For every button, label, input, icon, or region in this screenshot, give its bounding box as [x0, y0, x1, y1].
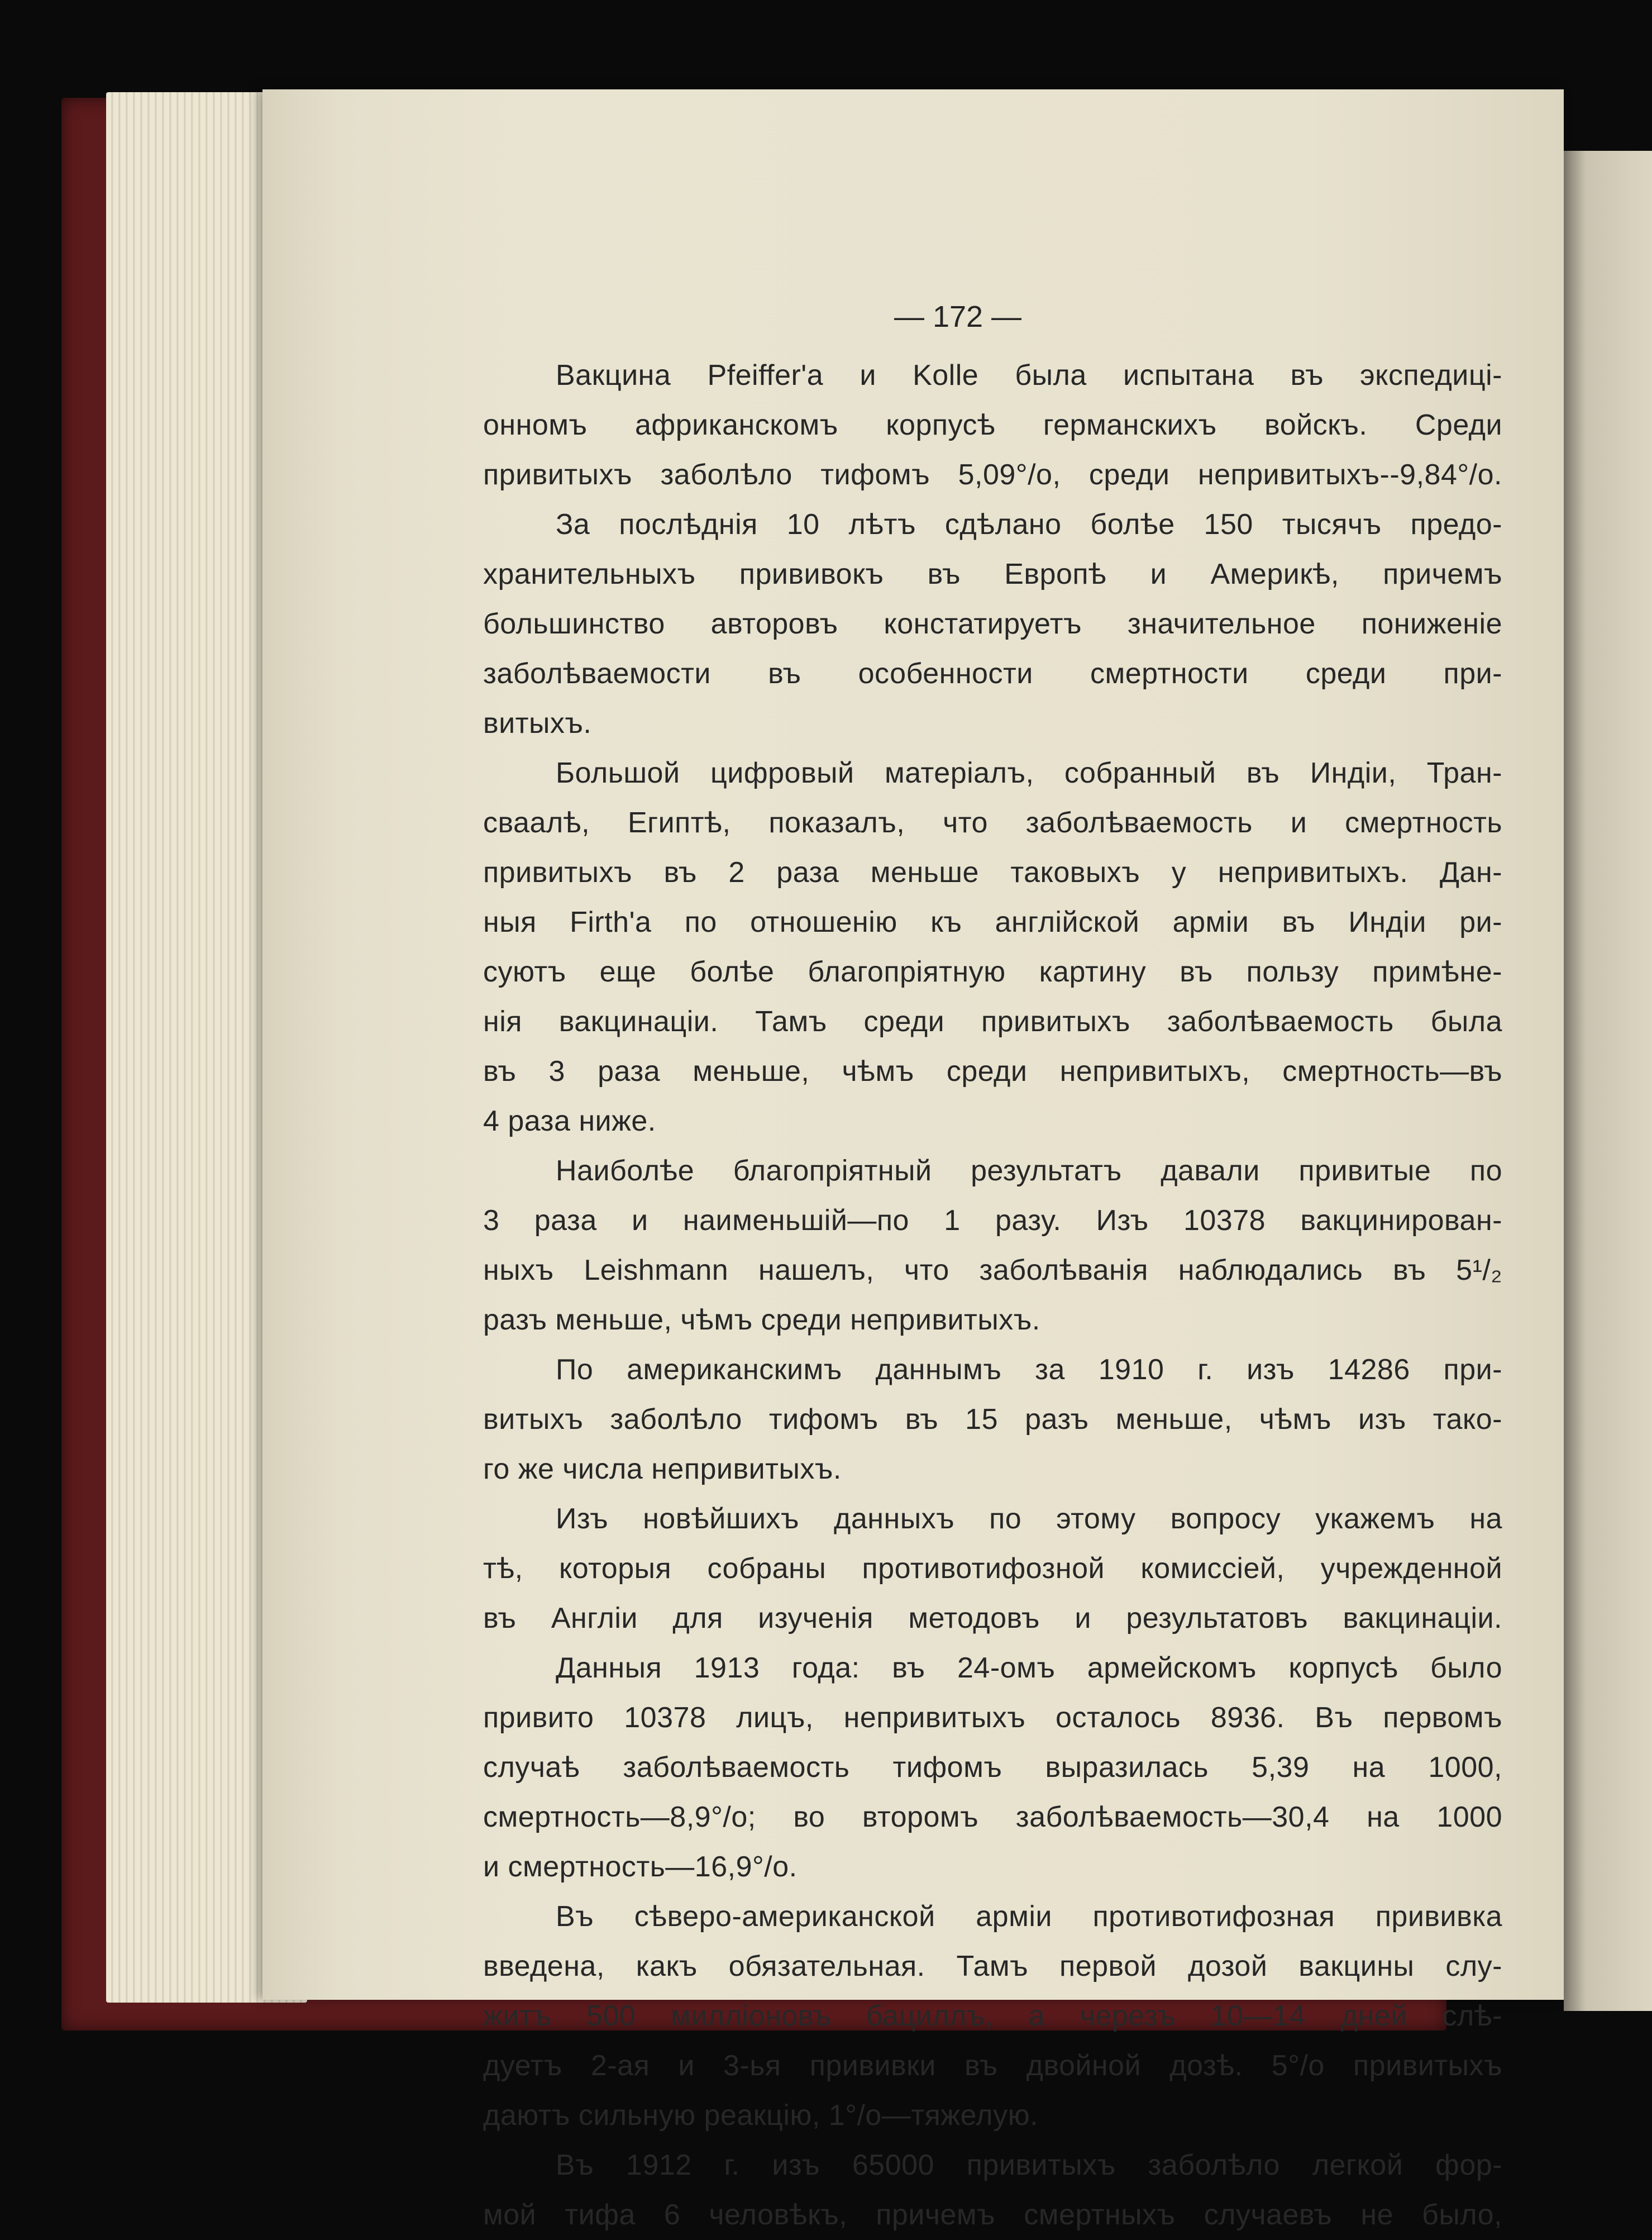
text-line: случаѣ заболѣваемость тифомъ выразилась 5,39 на 1000, — [483, 1751, 1502, 1784]
text-line: разъ меньше, чѣмъ среди непривитыхъ. — [483, 1304, 1040, 1336]
text-line: въ Англіи для изученія методовъ и результатовъ вакцинаціи. — [483, 1602, 1502, 1634]
text-line: и смертность—16,9°/о. — [483, 1851, 798, 1883]
text-line: го же числа непривитыхъ. — [483, 1453, 842, 1485]
text-line: суютъ еще болѣе благопріятную картину въ пользу примѣне- — [483, 956, 1502, 988]
text-line: витыхъ заболѣло тифомъ въ 15 разъ меньше, чѣмъ изъ тако- — [483, 1403, 1502, 1436]
text-line: Данныя 1913 года: въ 24-омъ армейскомъ корпусѣ было — [556, 1652, 1502, 1684]
text-line: хранительныхъ прививокъ въ Европѣ и Америкѣ, причемъ — [483, 558, 1502, 590]
paragraph — [483, 1146, 1502, 1345]
text-line: 3 раза и наименьшій—по 1 разу. Изъ 10378 вакцинирован- — [483, 1204, 1502, 1237]
paragraph — [483, 2141, 1502, 2240]
text-line: тѣ, которыя собраны противотифозной комиссіей, учрежденной — [483, 1552, 1502, 1585]
text-line: введена, какъ обязательная. Тамъ первой дозой вакцины слу- — [483, 1950, 1502, 1982]
text-line: Большой цифровый матеріалъ, собранный въ Индіи, Тран- — [556, 757, 1502, 789]
text-line: мой тифа 6 человѣкъ, причемъ смертныхъ случаевъ не было, — [483, 2199, 1502, 2231]
text-line: Наиболѣе благопріятный результатъ давали привитые по — [556, 1155, 1502, 1187]
text-line: онномъ африканскомъ корпусѣ германскихъ войскъ. Среди — [483, 409, 1502, 441]
text-line: житъ 500 милліоновъ бациллъ, а черезъ 10—14 дней слѣ- — [483, 2000, 1502, 2032]
page-number: — 172 — — [894, 300, 1022, 333]
text-line: За послѣднія 10 лѣтъ сдѣлано болѣе 150 тысячъ предо- — [556, 508, 1502, 541]
text-line: витыхъ. — [483, 707, 592, 740]
text-line: Въ 1912 г. изъ 65000 привитыхъ заболѣло легкой фор- — [556, 2149, 1502, 2181]
text-line: привито 10378 лицъ, непривитыхъ осталось 8936. Въ первомъ — [483, 1702, 1502, 1734]
next-page-edge — [1564, 151, 1652, 2011]
text-line: въ 3 раза меньше, чѣмъ среди непривитыхъ, смертность—въ — [483, 1055, 1502, 1088]
text-line: заболѣваемости въ особенности смертности среди при- — [483, 657, 1502, 690]
text-line: привитыхъ въ 2 раза меньше таковыхъ у непривитыхъ. Дан- — [483, 856, 1502, 889]
text-line: Вакцина Pfeiffer'а и Kolle была испытана въ экспедиці- — [556, 359, 1502, 392]
paragraph — [483, 1892, 1502, 2141]
paragraph — [483, 351, 1502, 500]
text-line: По американскимъ даннымъ за 1910 г. изъ 14286 при- — [556, 1353, 1502, 1386]
text-line: дуетъ 2-ая и 3-ья прививки въ двойной дозѣ. 5°/о привитыхъ — [483, 2050, 1502, 2082]
text-line: 4 раза ниже. — [483, 1105, 656, 1137]
text-line: Изъ новѣйшихъ данныхъ по этому вопросу укажемъ на — [556, 1503, 1502, 1535]
text-line: Въ сѣверо-американской арміи противотифозная прививка — [556, 1900, 1502, 1933]
text-line: нія вакцинаціи. Тамъ среди привитыхъ заболѣваемость была — [483, 1005, 1502, 1038]
text-line: ныхъ Leishmann нашелъ, что заболѣванія наблюдались въ 5¹/₂ — [483, 1254, 1502, 1286]
paragraph — [483, 1643, 1502, 1892]
paragraph — [483, 749, 1502, 1146]
page-text — [483, 351, 1502, 2240]
text-line: ныя Firth'а по отношенію къ англійской арміи въ Индіи ри- — [483, 906, 1502, 938]
text-line: даютъ сильную реакцію, 1°/о—тяжелую. — [483, 2099, 1039, 2132]
text-line: сваалѣ, Египтѣ, показалъ, что заболѣваемость и смертность — [483, 807, 1502, 839]
paragraph — [483, 1494, 1502, 1643]
paragraph — [483, 1345, 1502, 1494]
paragraph — [483, 500, 1502, 749]
text-line: смертность—8,9°/о; во второмъ заболѣваемость—30,4 на 1000 — [483, 1801, 1502, 1833]
text-line: привитыхъ заболѣло тифомъ 5,09°/о, среди непривитыхъ--9,84°/о. — [483, 459, 1502, 491]
text-line: большинство авторовъ констатируетъ значительное пониженіе — [483, 608, 1502, 640]
